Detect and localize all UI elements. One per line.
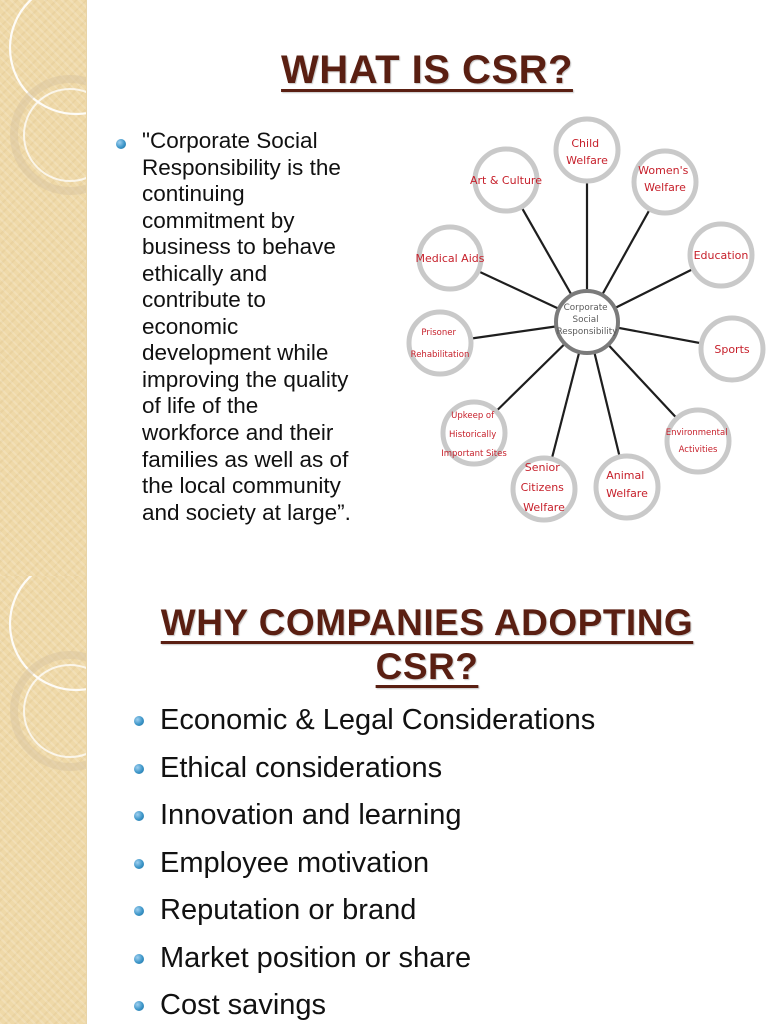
node-label-line: Child	[571, 137, 600, 150]
definition-line: commitment by	[142, 207, 295, 233]
list-item	[134, 942, 595, 990]
definition-line: families as well as of	[142, 446, 349, 472]
slide-why-companies-adopting-csr	[0, 576, 768, 1024]
list-item-text: Market position or share	[160, 941, 472, 974]
node-label-line: Upkeep of	[451, 411, 495, 421]
reasons-list	[134, 704, 595, 1024]
definition-line: and society at large”.	[142, 499, 351, 525]
blue-dot-bullet-icon	[134, 859, 144, 869]
list-item	[134, 989, 595, 1024]
definition-line: ethically and	[142, 260, 268, 286]
node-label-line: Senior	[524, 461, 560, 474]
diagram-hub	[556, 291, 618, 353]
node-label-line: Education	[693, 249, 749, 262]
blue-dot-bullet-icon	[116, 139, 126, 149]
definition-line: economic	[142, 313, 239, 339]
slide-title-line: CSR?	[375, 645, 479, 687]
decorative-side-strip	[0, 0, 87, 576]
definition-line: the local community	[142, 473, 341, 499]
node-circle	[667, 410, 729, 472]
node-label-line: Prisoner	[421, 328, 456, 338]
node-label-line: Women's	[638, 164, 689, 177]
node-circle	[409, 312, 471, 374]
blue-dot-bullet-icon	[134, 764, 144, 774]
node-label-line: Welfare	[644, 181, 686, 194]
diagram-node-environmental-activities	[666, 410, 731, 472]
slide-title: WHAT IS CSR?	[281, 48, 573, 92]
node-label-line: Activities	[678, 445, 718, 455]
definition-line: Responsibility is the	[142, 154, 341, 180]
ring-decoration-icon	[0, 576, 86, 1024]
ring-decoration-icon	[0, 0, 86, 576]
list-item	[134, 847, 595, 895]
node-label-line: Welfare	[523, 501, 565, 514]
node-circle	[556, 119, 618, 181]
definition-line: continuing	[142, 181, 245, 207]
diagram-node-art-culture	[470, 149, 542, 211]
diagram-node-animal-welfare	[596, 456, 658, 518]
definition-line: "Corporate Social	[142, 128, 318, 153]
blue-dot-bullet-icon	[134, 906, 144, 916]
diagram-node-sports	[701, 318, 763, 380]
csr-diagram	[410, 111, 768, 535]
blue-dot-bullet-icon	[134, 954, 144, 964]
blue-dot-bullet-icon	[134, 716, 144, 726]
node-label-line: Animal	[606, 469, 645, 482]
node-label-line: Historically	[449, 430, 497, 440]
node-label	[714, 343, 750, 356]
blue-dot-bullet-icon	[134, 811, 144, 821]
decorative-side-strip	[0, 576, 87, 1024]
node-label-line: Welfare	[566, 154, 608, 167]
definition-text	[142, 128, 406, 526]
node-label-line: Medical Aids	[415, 252, 485, 265]
list-item-text: Reputation or brand	[160, 894, 417, 926]
definition-line: improving the quality	[142, 366, 349, 392]
node-label	[416, 252, 485, 265]
hub-label-line: Social	[572, 315, 599, 325]
node-label-line: Important Sites	[441, 449, 507, 459]
definition-line: business to behave	[142, 234, 336, 260]
hub-label-line: Responsibility	[556, 327, 618, 337]
list-item	[134, 704, 595, 752]
definition-line: development while	[142, 340, 329, 366]
diagram-node-prisoner-rehabilitation	[409, 312, 471, 374]
node-label	[694, 249, 749, 262]
node-label-line: Sports	[714, 343, 750, 356]
node-label-line: Environmental	[665, 428, 728, 438]
list-item-text: Ethical considerations	[160, 751, 443, 784]
diagram-node-education	[690, 224, 752, 286]
diagram-node-senior-citizens-welfare	[513, 458, 575, 520]
slide-title-line: WHY COMPANIES ADOPTING	[160, 602, 694, 643]
node-label	[521, 461, 568, 514]
list-item	[134, 752, 595, 800]
definition-line: of life of the	[142, 393, 259, 419]
definition-line: workforce and their	[142, 420, 334, 446]
list-item	[134, 799, 595, 847]
diagram-node-medical-aids	[416, 227, 485, 289]
diagram-node-womens-welfare	[634, 151, 696, 213]
diagram-node-child-welfare	[556, 119, 618, 181]
node-label-line: Citizens	[520, 481, 564, 494]
csr-definition	[116, 128, 406, 526]
blue-dot-bullet-icon	[134, 1001, 144, 1011]
list-item	[134, 894, 595, 942]
hub-label-line: Corporate	[563, 303, 608, 313]
list-item-text: Innovation and learning	[160, 799, 462, 831]
list-item-text: Employee motivation	[160, 846, 430, 879]
node-label	[470, 174, 542, 187]
list-item-text: Economic & Legal Considerations	[160, 704, 596, 736]
slide-title	[86, 601, 768, 688]
diagram-node-upkeep-historically-important-sites	[441, 402, 507, 464]
list-item-text: Cost savings	[160, 989, 327, 1021]
node-label-line: Rehabilitation	[410, 350, 470, 360]
definition-line: contribute to	[142, 287, 266, 313]
node-label-line: Art & Culture	[470, 174, 542, 187]
node-label-line: Welfare	[606, 487, 648, 500]
